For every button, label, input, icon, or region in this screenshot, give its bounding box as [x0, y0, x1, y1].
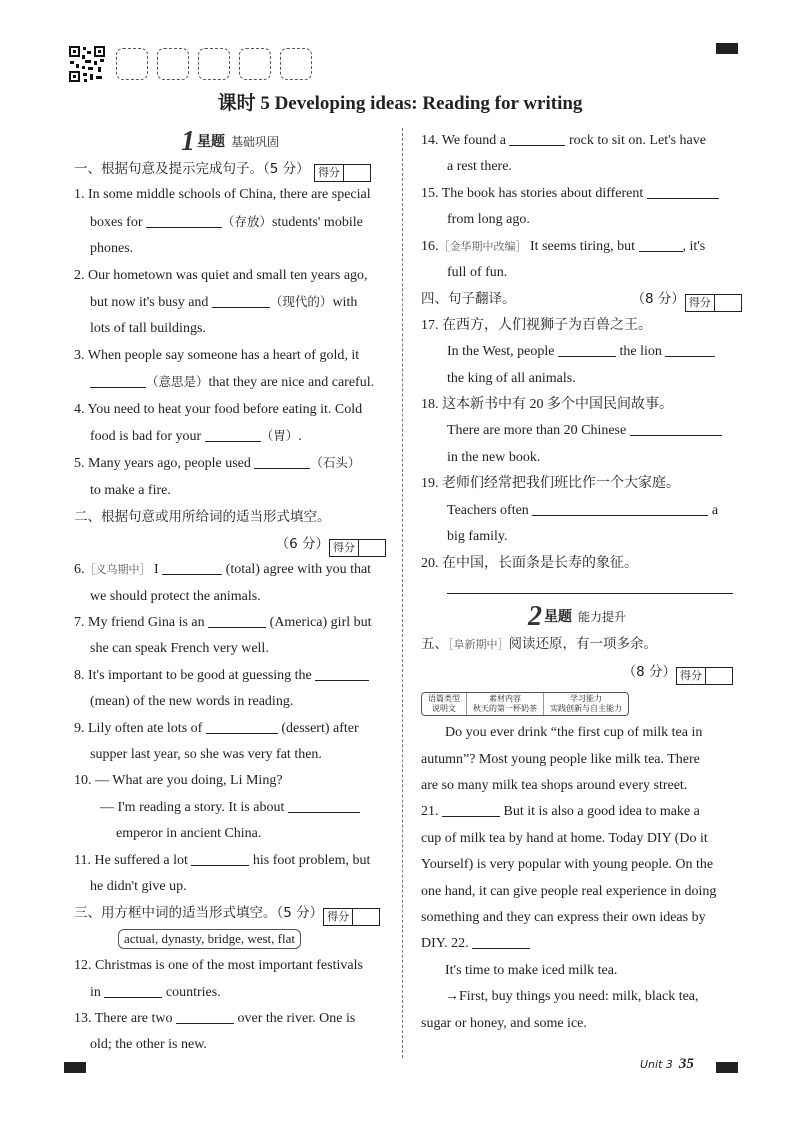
q8-line2: (mean) of the new words in reading. [90, 694, 294, 710]
score-label: 得分 [315, 165, 344, 181]
q5-line2: to make a fire. [90, 482, 171, 498]
q8-line1: 8. It's important to be good at guessing the [74, 663, 386, 689]
answer-blank[interactable] [176, 1009, 234, 1024]
answer-blank[interactable] [447, 577, 733, 594]
corner-mark [716, 43, 738, 54]
q19-line1: 19. 老师们经常把我们班比作一个大家庭。 [421, 476, 680, 492]
section-title: 一、根据句意及提示完成句子。 [74, 161, 263, 177]
page-title: 课时 5 Developing ideas: Reading for writing [217, 93, 583, 114]
star-number: 2 [527, 601, 542, 633]
answer-blank[interactable] [162, 560, 222, 575]
q7-line1: 7. My friend Gina is an (America) girl but [74, 614, 372, 630]
q15-line1: 15. The book has stories about different [421, 181, 733, 207]
q3-line2: （意思是）that they are nice and careful. [74, 369, 386, 396]
q11-line2: he didn't give up. [90, 878, 187, 894]
q17-line2: In the West, people the lion [421, 339, 733, 365]
q3-line1: 3. When people say someone has a heart of gold, it [74, 347, 360, 363]
q4-line2: food is bad for your （胃）. [90, 428, 302, 445]
star-heading-1 [74, 125, 386, 157]
answer-blank[interactable] [208, 613, 266, 628]
q20-line1: 20. 在中国，长面条是长寿的象征。 [421, 555, 638, 571]
answer-blank[interactable] [639, 237, 683, 252]
q10-line3: emperor in ancient China. [116, 826, 262, 842]
q7-line2: she can speak French very well. [90, 641, 269, 657]
score-box[interactable]: 得分 [685, 294, 742, 312]
corner-mark [716, 1062, 738, 1073]
answer-blank[interactable] [104, 983, 162, 998]
q2-line1: 2. Our hometown was quiet and small ten years ago, [74, 267, 368, 283]
q19-line2: Teachers often a [447, 502, 719, 518]
q2-line3: lots of tall buildings. [90, 321, 206, 337]
tag-ability: 学习能力 实践创新与自主能力 [543, 693, 628, 715]
star-heading-2 [421, 603, 733, 631]
q20-answer-line [421, 577, 733, 603]
tag-material: 素材内容 秋天的第一杯奶茶 [466, 693, 543, 715]
passage-line: It's time to make iced milk tea. [445, 962, 618, 978]
answer-blank[interactable] [315, 666, 369, 681]
passage-line: sugar or honey, and some ice. [421, 1015, 587, 1031]
answer-blank[interactable] [509, 131, 565, 146]
answer-blank[interactable] [442, 802, 500, 817]
star-sub: 能力提升 [577, 610, 626, 625]
word-bank-box: actual, dynasty, bridge, west, flat [118, 929, 301, 949]
answer-blank[interactable] [206, 719, 278, 734]
section-2-points: （6 分） 得分 [74, 531, 386, 557]
dashed-box [198, 48, 230, 80]
section-1-heading [74, 156, 386, 182]
q19-line3: big family. [447, 529, 508, 545]
score-box[interactable]: 得分 [323, 908, 380, 926]
section-5-heading: 五、［阜新期中］阅读还原，有一项多余。 [421, 636, 657, 653]
unit-label: Unit 3 [640, 1058, 673, 1071]
star-sub: 基础巩固 [230, 134, 279, 149]
answer-blank[interactable] [665, 342, 715, 357]
passage-tags [421, 692, 629, 716]
q5-line1: 5. Many years ago, people used （石头） [74, 455, 361, 472]
passage-line: autumn”? Most young people like milk tea. There [421, 751, 700, 767]
q14-line1: 14. We found a rock to sit on. Let's have [421, 133, 706, 148]
q6-line1: 6.［义乌期中］ I (total) agree with you that [74, 562, 372, 578]
star-label: 星题 [196, 133, 225, 150]
answer-blank[interactable] [254, 454, 310, 469]
answer-blank[interactable] [212, 293, 270, 308]
q17-line3: the king of all animals. [447, 370, 576, 386]
corner-mark [64, 1062, 86, 1073]
answer-blank[interactable] [558, 342, 616, 357]
q1-line2: boxes for （存放）students' mobile [90, 213, 363, 230]
q4-line1: 4. You need to heat your food before eating it. Cold [74, 401, 363, 417]
passage-line: →First, buy things you need: milk, black tea, [445, 989, 699, 1005]
q1-line3: phones. [90, 241, 134, 257]
q12-line2: in countries. [90, 984, 221, 1000]
q1-line1: 1. In some middle schools of China, there are special [74, 187, 371, 203]
q17-line1: 17. 在西方，人们视狮子为百兽之王。 [421, 317, 652, 333]
q9-line1: 9. Lily often ate lots of (dessert) after [74, 720, 359, 736]
passage-line: Yourself) is very popular with young people. On the [421, 857, 714, 873]
passage-line: are so many milk tea shops around every street. [421, 777, 688, 793]
answer-blank[interactable] [532, 501, 708, 516]
answer-blank[interactable] [288, 798, 360, 813]
dashed-box [239, 48, 271, 80]
answer-blank[interactable] [647, 184, 719, 199]
dashed-box [280, 48, 312, 80]
section-4-heading: 四、句子翻译。 （8 分） 得分 [421, 286, 733, 312]
q18-line2: There are more than 20 Chinese [421, 418, 733, 444]
score-box[interactable] [314, 164, 371, 182]
answer-blank[interactable] [205, 427, 261, 442]
q16-line1: 16.［金华期中改编］ It seems tiring, but , it's [421, 238, 706, 254]
passage-line: one hand, it can give people real experience in doing [421, 883, 717, 899]
section-3-heading: 三、用方框中词的适当形式填空。（5 分） 得分 [74, 900, 386, 926]
q13-line1: 13. There are two over the river. One is [74, 1011, 356, 1026]
section-2-heading: 二、根据句意或用所给词的适当形式填空。 [74, 509, 331, 526]
name-boxes [116, 48, 312, 80]
tag-genre: 语篇类型 说明文 [428, 694, 460, 714]
page-footer [640, 1056, 694, 1073]
q2-line2: but now it's busy and （现代的）with [90, 294, 358, 311]
q9-line2: supper last year, so she was very fat then. [90, 746, 322, 762]
score-box[interactable]: 得分 [329, 539, 386, 557]
passage-line: something and they can express their own ideas by [421, 909, 706, 925]
q14-line2: a rest there. [447, 159, 512, 175]
q11-line1: 11. He suffered a lot his foot problem, but [74, 852, 371, 868]
q16-line2: full of fun. [447, 265, 508, 281]
q15-line2: from long ago. [447, 212, 530, 228]
answer-blank[interactable] [191, 851, 249, 866]
score-box[interactable]: 得分 [676, 667, 733, 685]
column-divider [402, 128, 403, 1058]
answer-blank[interactable] [90, 373, 146, 388]
answer-blank[interactable] [630, 421, 722, 436]
right-column [421, 128, 733, 1037]
q10-line2: — I'm reading a story. It is about [74, 795, 386, 821]
section-points: （5 分） [263, 161, 310, 177]
dashed-box [157, 48, 189, 80]
section-5-points: （8 分） 得分 [421, 659, 733, 685]
qr-code [68, 45, 106, 83]
word-bank [74, 927, 386, 953]
answer-blank[interactable] [146, 213, 222, 228]
q6-line2: we should protect the animals. [90, 588, 261, 604]
q10-line1: 10. — What are you doing, Li Ming? [74, 773, 283, 789]
page-number: 35 [678, 1056, 694, 1072]
q12-line1: 12. Christmas is one of the most important festivals [74, 958, 363, 974]
passage-line: 21. But it is also a good idea to make a [421, 804, 700, 820]
answer-blank[interactable] [472, 934, 530, 949]
passage-line: Do you ever drink “the first cup of milk tea in [445, 725, 703, 741]
star-label: 星题 [543, 609, 572, 626]
q18-line1: 18. 这本新书中有 20 多个中国民间故事。 [421, 397, 673, 413]
passage-line: DIY. 22. [421, 931, 733, 957]
left-column [74, 125, 386, 1059]
q13-line2: old; the other is new. [90, 1037, 207, 1053]
star-number: 1 [180, 125, 195, 157]
dashed-box [116, 48, 148, 80]
passage-line: cup of milk tea by hand at home. Today DIY (Do it [421, 830, 708, 846]
q18-line3: in the new book. [447, 449, 541, 465]
